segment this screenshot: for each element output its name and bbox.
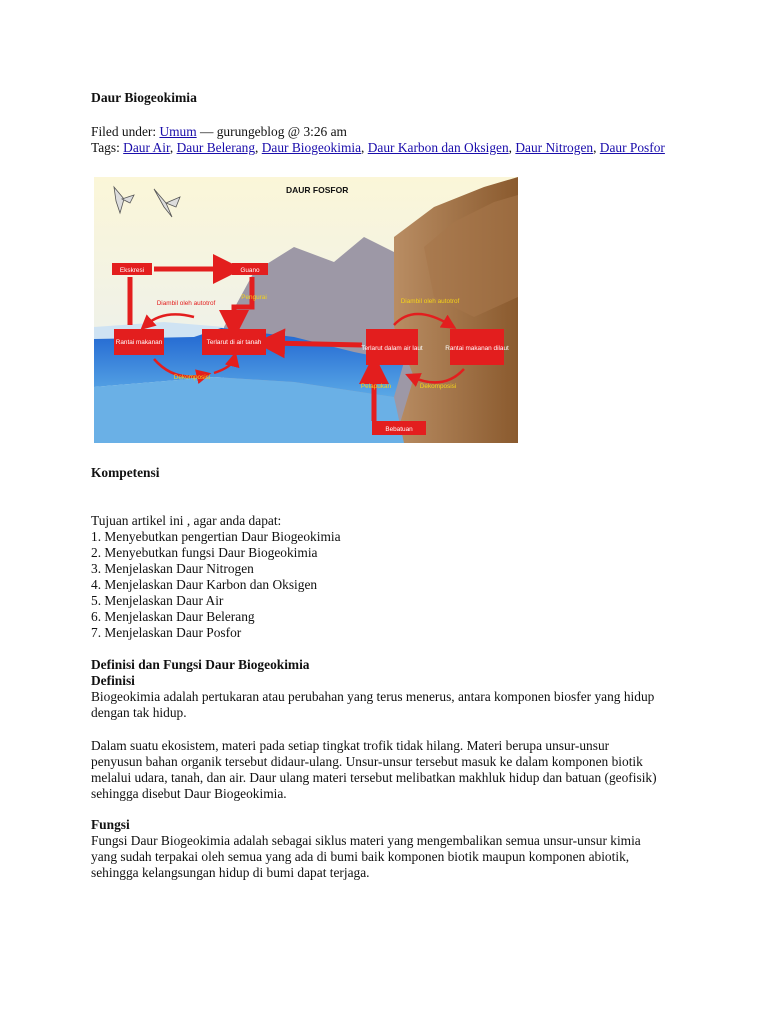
definisi-heading: Definisi dan Fungsi Daur Biogeokimia [91, 657, 310, 672]
label-dekomposisi-right: Dekomposisi [419, 383, 457, 390]
fungsi-line: Fungsi Daur Biogeokimia adalah sebagai siklus materi yang mengembalikan semua unsur-unsur kimia [91, 833, 641, 848]
label-terlarut-tanah: Terlarut di air tanah [206, 339, 262, 346]
label-rantai-laut: Rantai makanan dilaut [445, 345, 509, 352]
filed-under-line [91, 124, 671, 140]
tag-link[interactable]: Daur Belerang [176, 140, 256, 155]
definisi-p1-line: Biogeokimia adalah pertukaran atau perubahan yang terus menerus, antara komponen biosfer yang hidup [91, 689, 655, 704]
tag-link[interactable]: Daur Karbon dan Oksigen [367, 140, 509, 155]
fungsi-heading: Fungsi [91, 817, 130, 832]
list-item: 5. Menjelaskan Daur Air [91, 593, 224, 608]
definisi-p2-line: Dalam suatu ekosistem, materi pada setiap tingkat trofik tidak hilang. Materi berupa unsur-unsur [91, 738, 610, 753]
list-item: 6. Menjelaskan Daur Belerang [91, 609, 255, 624]
label-dekomposisi-left: Dekomposisi [173, 374, 211, 381]
article-title: Daur Biogeokimia [91, 90, 197, 105]
kompetensi-list [91, 529, 691, 641]
list-item: 7. Menjelaskan Daur Posfor [91, 625, 242, 640]
label-pelapukan: Pelapukan [360, 383, 392, 390]
label-diambil-autotrof-right: Diambil oleh autotrof [400, 298, 460, 305]
definisi-subheading: Definisi [91, 673, 135, 688]
kompetensi-intro: Tujuan artikel ini , agar anda dapat: [91, 513, 282, 528]
label-pengurai: Pengurai [241, 294, 267, 301]
kompetensi-section [91, 513, 691, 641]
phosphorus-cycle-diagram [94, 177, 518, 443]
definisi-p2-line: sehingga disebut Daur Biogeokimia. [91, 786, 287, 801]
definisi-section [91, 657, 691, 721]
article-meta [91, 124, 671, 156]
label-rantai-left: Rantai makanan [115, 339, 163, 346]
label-diambil-autotrof-left: Diambil oleh autotrof [156, 300, 216, 307]
definisi-paragraph-2 [91, 738, 691, 802]
definisi-p2-line: penyusun bahan organik tersebut didaur-ulang. Unsur-unsur tersebut masuk ke dalam komponen biotik [91, 754, 643, 769]
category-link[interactable]: Umum [159, 124, 197, 139]
list-item: 1. Menyebutkan pengertian Daur Biogeokimia [91, 529, 341, 544]
tag-link[interactable]: Daur Nitrogen [515, 140, 594, 155]
definisi-p1-line: dengan tak hidup. [91, 705, 187, 720]
filed-prefix: Filed under: [91, 124, 160, 139]
arrow-laut-tanah [270, 343, 362, 345]
fungsi-line: yang sudah terpakai oleh semua yang ada di bumi baik komponen biotik maupun komponen abiotik, [91, 849, 630, 864]
filed-suffix: — gurungeblog @ 3:26 am [196, 124, 347, 139]
tag-link[interactable]: Daur Air [123, 140, 170, 155]
label-guano: Guano [240, 267, 260, 274]
diagram-title: DAUR FOSFOR [286, 185, 349, 195]
tag-link[interactable]: Daur Posfor [599, 140, 665, 155]
tags-prefix: Tags: [91, 140, 124, 155]
kompetensi-heading: Kompetensi [91, 465, 160, 480]
fungsi-line: sehingga kelangsungan hidup di bumi dapat terjaga. [91, 865, 370, 880]
list-item: 2. Menyebutkan fungsi Daur Biogeokimia [91, 545, 318, 560]
fungsi-section [91, 817, 691, 881]
list-item: 3. Menjelaskan Daur Nitrogen [91, 561, 254, 576]
label-bebatuan: Bebatuan [385, 426, 413, 433]
label-ekskresi: Ekskresi [119, 267, 145, 274]
definisi-p2-line: melalui udara, tanah, dan air. Daur ulang materi tersebut melibatkan makhluk hidup dan batuan (geofisik) [91, 770, 657, 785]
label-terlarut-laut: Terlarut dalam air laut [361, 345, 423, 352]
tag-link[interactable]: Daur Biogeokimia [261, 140, 362, 155]
list-item: 4. Menjelaskan Daur Karbon dan Oksigen [91, 577, 318, 592]
tags-line: Tags: Daur Air, Daur Belerang, Daur Biogeokimia, Daur Karbon dan Oksigen, Daur Nitrogen, Daur Posfor [91, 140, 665, 155]
